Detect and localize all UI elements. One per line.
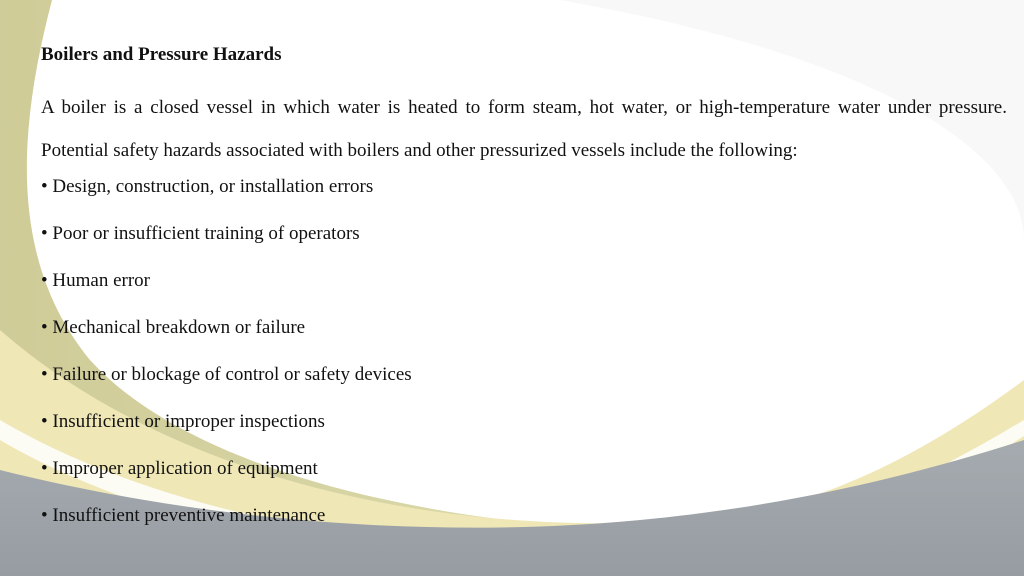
list-item: • Insufficient preventive maintenance: [41, 505, 326, 526]
list-item: • Improper application of equipment: [41, 458, 318, 479]
list-item: • Poor or insufficient training of operators: [41, 223, 360, 244]
intro-paragraph: A boiler is a closed vessel in which water is heated to form steam, hot water, or high-temperature water under pressure. Potential safety hazards associated with boilers and other pressurized vessels include the following:: [41, 97, 1007, 161]
list-item: • Insufficient or improper inspections: [41, 411, 325, 432]
list-item: • Design, construction, or installation errors: [41, 176, 374, 197]
slide-title: Boilers and Pressure Hazards: [41, 44, 282, 65]
list-item: • Failure or blockage of control or safety devices: [41, 364, 412, 385]
list-item: • Mechanical breakdown or failure: [41, 317, 306, 338]
list-item: • Human error: [41, 270, 150, 291]
